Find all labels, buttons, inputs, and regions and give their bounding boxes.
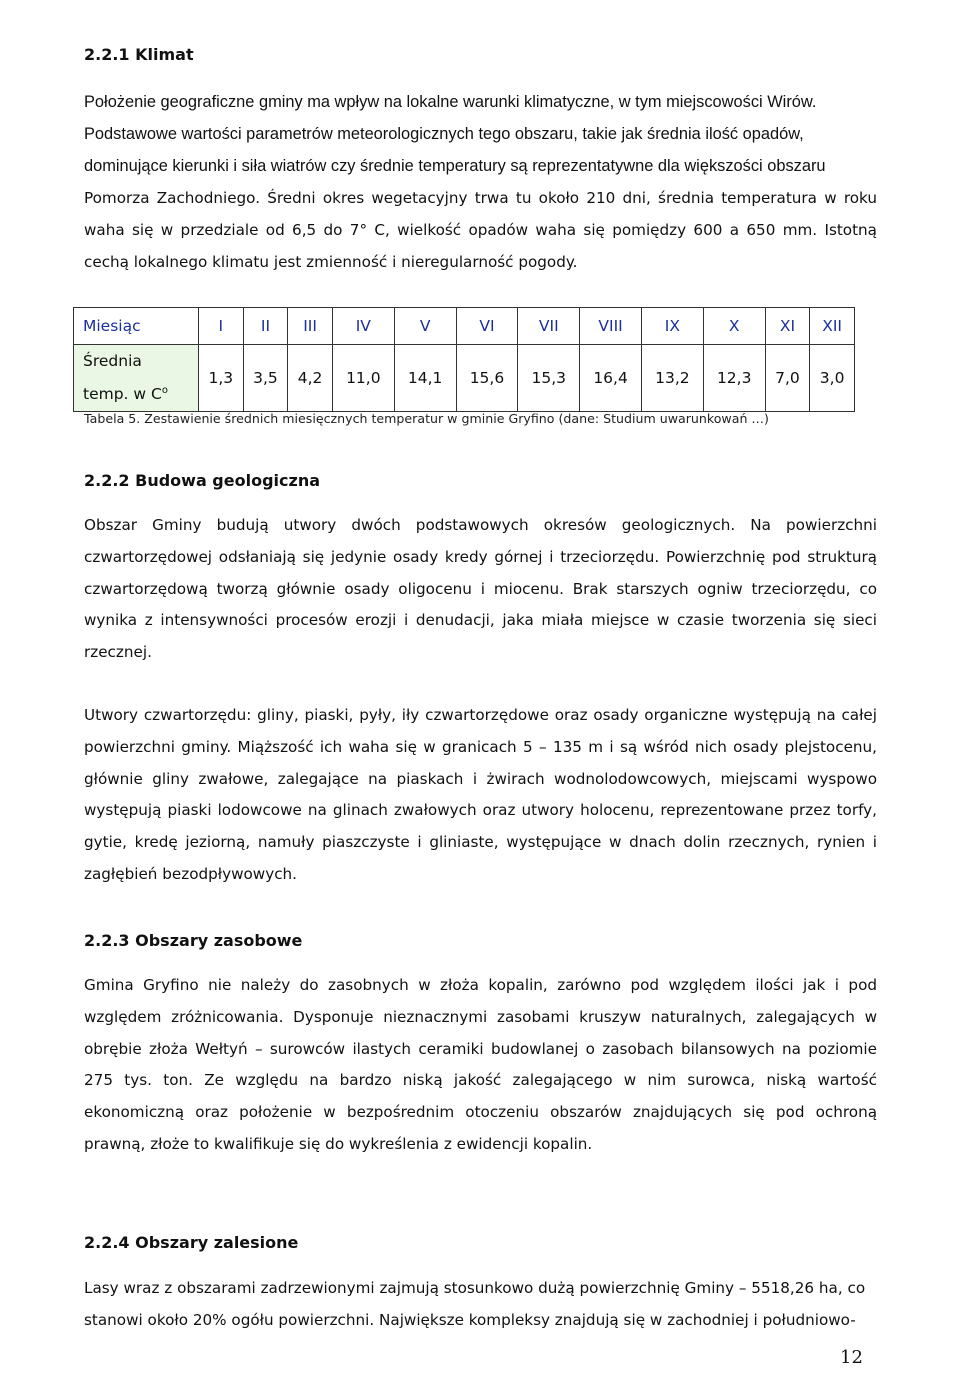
month-cell: XI: [765, 308, 810, 345]
klimat-paragraph-a: Położenie geograficzne gminy ma wpływ na lokalne warunki klimatyczne, w tym miejscowości Wirów. Podstawowe wartości parametrów meteorologicznych tego obszaru, takie jak średnia ilość opadów, dominujące kierunki i siła wiatrów czy średnie temperatury są reprezentatywne dla większości obszaru: [84, 93, 826, 175]
value-cell: 14,1: [394, 345, 456, 412]
month-cell: VIII: [580, 308, 642, 345]
month-cell: IV: [332, 308, 394, 345]
value-cell: 1,3: [199, 345, 244, 412]
degree-superscript: o: [161, 385, 168, 397]
table-caption: Tabela 5. Zestawienie średnich miesięcznych temperatur w gminie Gryfino (dane: Studium uwarunkowań …): [84, 411, 769, 426]
section-heading-klimat: 2.2.1 Klimat: [84, 45, 194, 64]
value-cell: 3,5: [243, 345, 288, 412]
month-header-label: Miesiąc: [74, 308, 199, 345]
temperature-table: [73, 307, 855, 412]
table-value-row: [74, 345, 855, 412]
lasy-paragraph: Lasy wraz z obszarami zadrzewionymi zajmują stosunkowo dużą powierzchnię Gminy – 5518,26 ha, co stanowi około 20% ogółu powierzchni. Największe kompleksy znajdują się w zachodniej i południowo-: [84, 1279, 866, 1329]
page-number: 12: [840, 1347, 863, 1368]
month-cell: I: [199, 308, 244, 345]
value-row-label: [74, 345, 199, 412]
geologia-paragraph-2: Utwory czwartorzędu: gliny, piaski, pyły, iły czwartorzędowe oraz osady organiczne występują na całej powierzchni gminy. Miąższość ich waha się w granicach 5 – 135 m i są wśród nich osady plejstocenu, głównie gliny zwałowe, zalegające na piaskach i żwirach wodnolodowcowych, miejscami wyspowo występują piaski lodowcowe na glinach zwałowych oraz utwory holocenu, reprezentowane przez torfy, gytie, kredę jeziorną, namuły piaszczyste i gliniaste, występujące w dnach dolin rzecznych, rynien i zagłębień bezodpływowych.: [84, 706, 877, 883]
value-cell: 11,0: [332, 345, 394, 412]
month-cell: III: [288, 308, 333, 345]
month-cell: II: [243, 308, 288, 345]
month-cell: X: [703, 308, 765, 345]
value-cell: 7,0: [765, 345, 810, 412]
zasoby-paragraph: Gmina Gryfino nie należy do zasobnych w złoża kopalin, zarówno pod względem ilości jak i pod względem zróżnicowania. Dysponuje nieznacznymi zasobami kruszyw naturalnych, zalegających w obrębie złoża Wełtyń – surowców ilastych ceramiki budowlanej o zasobach bilansowych na poziomie 275 tys. ton. Ze względu na bardzo niską jakość zalegającego w nim surowca, niską wartość ekonomiczną oraz położenie w bezpośrednim otoczeniu obszarów znajdujących się pod ochroną prawną, złoże to kwalifikuje się do wykreślenia z ewidencji kopalin.: [84, 976, 877, 1153]
month-cell: XII: [810, 308, 855, 345]
geologia-paragraph-1: Obszar Gminy budują utwory dwóch podstawowych okresów geologicznych. Na powierzchni czwartorzędowej odsłaniają się jedynie osady kredy górnej i trzeciorzędu. Powierzchnię pod strukturą czwartorzędową tworzą głównie osady oligocenu i miocenu. Brak starszych ogniw trzeciorzędu, co wynika z intensywności procesów erozji i denudacji, jaka miała miejsce w czasie tworzenia się sieci rzecznej.: [84, 516, 877, 662]
value-cell: 15,6: [456, 345, 518, 412]
section-heading-lasy: 2.2.4 Obszary zalesione: [84, 1233, 299, 1252]
value-cell: 4,2: [288, 345, 333, 412]
month-cell: V: [394, 308, 456, 345]
month-cell: VII: [518, 308, 580, 345]
table-header-row: [74, 308, 855, 345]
value-cell: 3,0: [810, 345, 855, 412]
section-heading-zasoby: 2.2.3 Obszary zasobowe: [84, 931, 303, 950]
value-cell: 13,2: [641, 345, 703, 412]
value-cell: 16,4: [580, 345, 642, 412]
value-row-label-line1: Średnia: [83, 352, 142, 371]
klimat-paragraph-b: Pomorza Zachodniego. Średni okres wegetacyjny trwa tu około 210 dni, średnia temperatura w roku waha się w przedziale od 6,5 do 7° C, wielkość opadów waha się pomiędzy 600 a 650 mm. Istotną cechą lokalnego klimatu jest zmienność i nieregularność pogody.: [84, 189, 877, 271]
value-cell: 12,3: [703, 345, 765, 412]
section-heading-geologia: 2.2.2 Budowa geologiczna: [84, 471, 320, 490]
value-cell: 15,3: [518, 345, 580, 412]
value-row-label-line2: temp. w C: [83, 385, 162, 404]
month-cell: IX: [641, 308, 703, 345]
month-cell: VI: [456, 308, 518, 345]
